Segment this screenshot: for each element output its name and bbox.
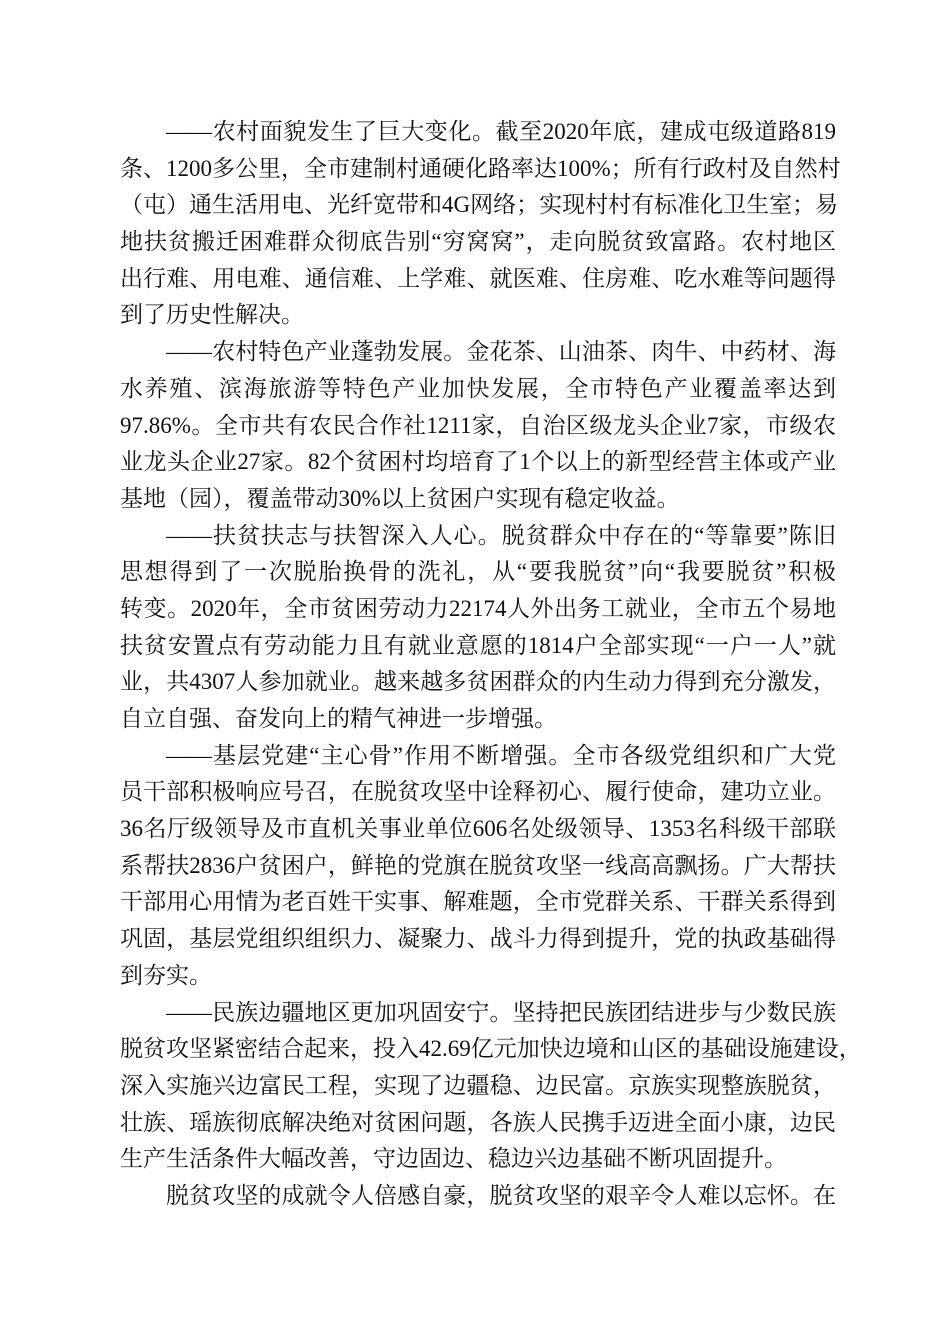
text-line: 转变。2020年，全市贫困劳动力22174人外出务工就业，全市五个易地 bbox=[120, 595, 836, 621]
paragraph bbox=[120, 738, 836, 995]
text-line: 系帮扶2836户贫困户，鲜艳的党旗在脱贫攻坚一线高高飘扬。广大帮扶 bbox=[120, 852, 836, 878]
text-line: 97.86%。全市共有农民合作社1211家，自治区级龙头企业7家，市级农 bbox=[120, 412, 836, 438]
text-line: 深入实施兴边富民工程，实现了边疆稳、边民富。京族实现整族脱贫， bbox=[120, 1072, 836, 1098]
text-line: 地扶贫搬迁困难群众彻底告别“穷窝窝”，走向脱贫致富路。农村地区 bbox=[120, 229, 836, 255]
paragraph bbox=[120, 518, 836, 738]
text-line: 思想得到了一次脱胎换骨的洗礼，从“要我脱贫”向“我要脱贫”积极 bbox=[120, 559, 836, 585]
text-line: ——农村特色产业蓬勃发展。金花茶、山油茶、肉牛、中药材、海 bbox=[166, 339, 836, 365]
text-line: ——扶贫扶志与扶智深入人心。脱贫群众中存在的“等靠要”陈旧 bbox=[166, 522, 836, 548]
text-line: 生产生活条件大幅改善，守边固边、稳边兴边基础不断巩固提升。 bbox=[120, 1146, 787, 1172]
paragraph bbox=[120, 995, 862, 1178]
text-line: 脱贫攻坚的成就令人倍感自豪，脱贫攻坚的艰辛令人难以忘怀。在 bbox=[166, 1182, 836, 1208]
paragraph bbox=[120, 114, 841, 334]
text-line: 36名厅级领导及市直机关事业单位606名处级领导、1353名科级干部联 bbox=[120, 816, 836, 842]
text-line: 员干部积极响应号召，在脱贫攻坚中诠释初心、履行使命，建功立业。 bbox=[120, 779, 836, 805]
text-line: 扶贫安置点有劳动能力且有就业意愿的1814户全部实现“一户一人”就 bbox=[120, 632, 836, 658]
text-line: 业龙头企业27家。82个贫困村均培育了1个以上的新型经营主体或产业 bbox=[120, 449, 836, 475]
text-line: （屯）通生活用电、光纤宽带和4G网络；实现村村有标准化卫生室；易 bbox=[120, 192, 839, 218]
text-line: 壮族、瑶族彻底解决绝对贫困问题，各族人民携手迈进全面小康，边民 bbox=[120, 1109, 836, 1135]
text-line: 到了历史性解决。 bbox=[120, 302, 304, 328]
text-line: 巩固，基层党组织组织力、凝聚力、战斗力得到提升，党的执政基础得 bbox=[120, 926, 836, 952]
text-line: 脱贫攻坚紧密结合起来，投入42.69亿元加快边境和山区的基础设施建设， bbox=[120, 1036, 862, 1062]
text-line: 业，共4307人参加就业。越来越多贫困群众的内生动力得到充分激发， bbox=[120, 669, 836, 695]
text-line: ——基层党建“主心骨”作用不断增强。全市各级党组织和广大党 bbox=[166, 742, 836, 768]
document-page bbox=[120, 114, 862, 1215]
text-line: 自立自强、奋发向上的精气神进一步增强。 bbox=[120, 706, 557, 731]
text-line: ——民族边疆地区更加巩固安宁。坚持把民族团结进步与少数民族 bbox=[166, 999, 836, 1025]
text-line: ——农村面貌发生了巨大变化。截至2020年底，建成屯级道路819 bbox=[166, 119, 836, 144]
text-line: 到夯实。 bbox=[120, 962, 212, 988]
text-line: 出行难、用电难、通信难、上学难、就医难、住房难、吃水难等问题得 bbox=[120, 265, 836, 291]
text-line: 干部用心用情为老百姓干实事、解难题，全市党群关系、干群关系得到 bbox=[120, 889, 836, 915]
text-line: 水养殖、滨海旅游等特色产业加快发展，全市特色产业覆盖率达到 bbox=[120, 375, 836, 401]
paragraph bbox=[120, 334, 836, 517]
text-line: 基地（园），覆盖带动30%以上贫困户实现有稳定收益。 bbox=[120, 485, 680, 511]
paragraph bbox=[120, 1178, 836, 1215]
text-line: 条、1200多公里，全市建制村通硬化路率达100%；所有行政村及自然村 bbox=[120, 155, 841, 181]
